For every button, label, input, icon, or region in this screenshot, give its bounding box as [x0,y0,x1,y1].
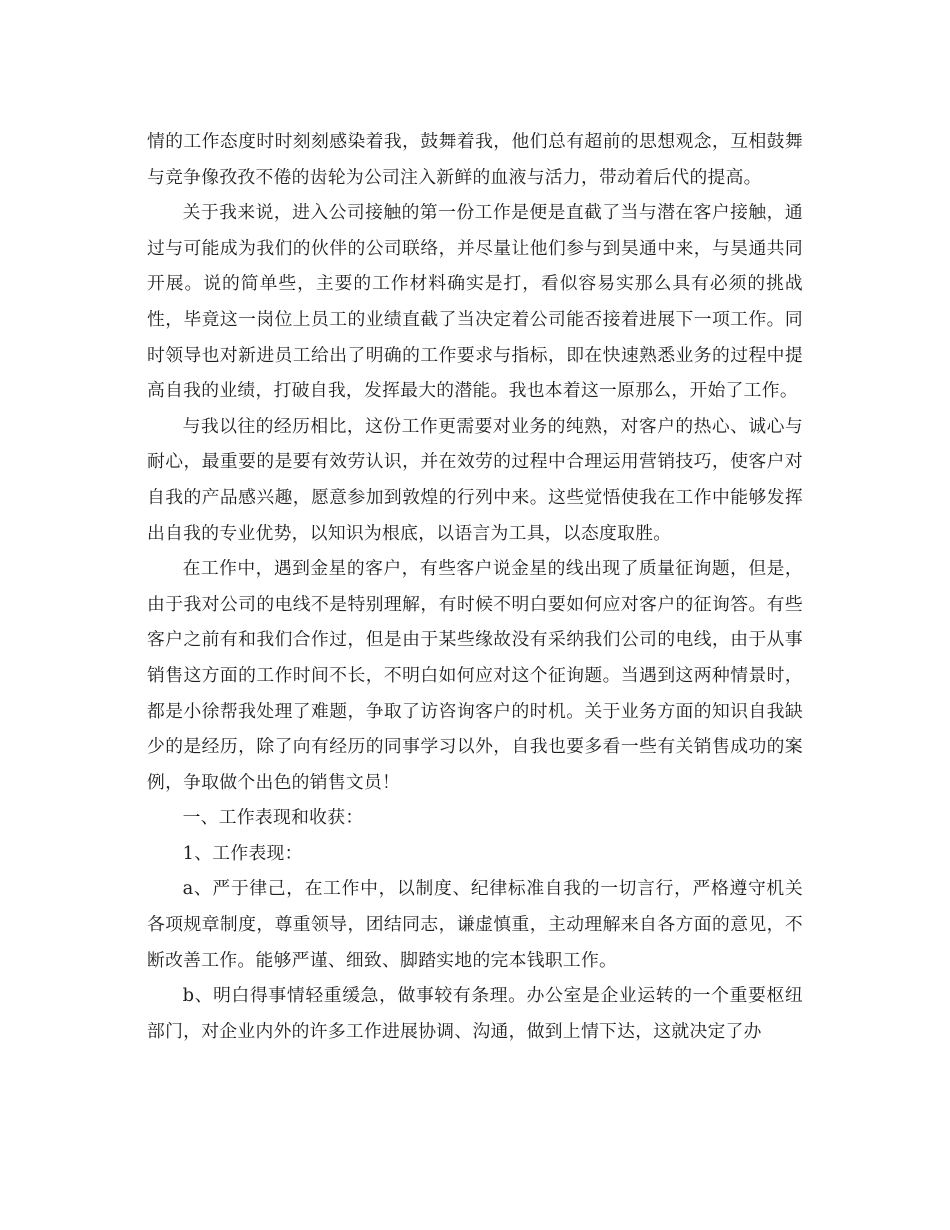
paragraph-continuation: 情的工作态度时时刻刻感染着我，鼓舞着我，他们总有超前的思想观念，互相鼓舞与竞争像孜孜不倦的齿轮为公司注入新鲜的血液与活力，带动着后代的提高。 [147,131,803,188]
paragraph-customers: 在工作中，遇到金星的客户，有些客户说金星的线出现了质量征询题，但是，由于我对公司的电线不是特别理解，有时候不明白要如何应对客户的征询答。有些客户之前有和我们合作过，但是由于某些缘故没有采纳我们公司的电线，由于从事销售这方面的工作时间不长，不明白如何应对这个征询题。当遇到这两种情景时，都是小徐帮我处理了难题，争取了访咨询客户的时机。关于业务方面的知识自我缺少的是经历，除了向有经历的同事学习以外，自我也要多看一些有关销售成功的案例，争取做个出色的销售文员！ [147,558,803,793]
paragraph-first-job: 关于我来说，进入公司接触的第一份工作是便是直截了当与潜在客户接触，通过与可能成为我们的伙伴的公司联络，并尽量让他们参与到昊通中来，与昊通共同开展。说的简单些，主要的工作材料确实是打，看似容易实那么具有必须的挑战性，毕竟这一岗位上员工的业绩直截了当决定着公司能否接着进展下一项工作。同时领导也对新进员工给出了明确的工作要求与指标，即在快速熟悉业务的过程中提高自我的业绩，打破自我，发挥最大的潜能。我也本着这一原那么，开始了工作。 [147,202,803,402]
list-item-a: a、严于律己，在工作中，以制度、纪律标准自我的一切言行，严格遵守机关各项规章制度，尊重领导，团结同志，谦虚慎重，主动理解来自各方面的意见，不断改善工作。能够严谨、细致、脚踏实地的完本钱职工作。 [147,878,803,971]
document-body [147,124,803,1049]
paragraph-experience: 与我以往的经历相比，这份工作更需要对业务的纯熟，对客户的热心、诚心与耐心，最重要的是要有效劳认识，并在效劳的过程中合理运用营销技巧，使客户对自我的产品感兴趣，愿意参加到敦煌的行列中来。这些觉悟使我在工作中能够发挥出自我的专业优势，以知识为根底，以语言为工具，以态度取胜。 [147,415,803,544]
subheading-work-performance: 1、工作表现： [182,842,303,864]
list-item-b: b、明白得事情轻重缓急，做事较有条理。办公室是企业运转的一个重要枢纽部门，对企业内外的许多工作进展协调、沟通，做到上情下达，这就决定了办 [147,985,803,1042]
section-heading-performance: 一、工作表现和收获： [182,807,364,829]
